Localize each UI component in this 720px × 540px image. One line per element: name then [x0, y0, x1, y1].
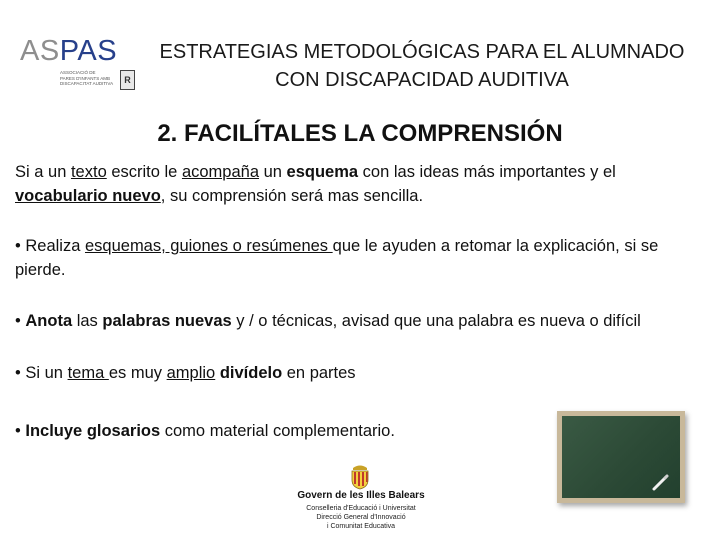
section-title: 2. FACILÍTALES LA COMPRENSIÓN: [157, 120, 563, 147]
slide-header-title: ESTRATEGIAS METODOLÓGICAS PARA EL ALUMNADO CON DISCAPACIDAD AUDITIVA: [159, 41, 685, 91]
aspas-logo-word: ASPAS: [20, 35, 118, 67]
aspas-logo-subtitle: ASSOCIACIÓ DE PARES D'INFANTS AMB DISCAPACITAT AUDITIVA: [60, 70, 114, 86]
chalk-icon: [651, 472, 671, 492]
coat-of-arms-icon: [345, 462, 375, 490]
registered-badge: R: [120, 70, 135, 90]
chalkboard-icon: [557, 411, 685, 503]
chalkboard-surface: [562, 416, 680, 498]
govern-logo: [290, 460, 432, 540]
govern-name: Govern de les Illes Balears: [297, 490, 425, 501]
intro-paragraph: Si a un texto escrito le acompaña un esquema con las ideas más importantes y el vocabulario nuevo, su comprensión será mas sencilla.: [15, 163, 616, 205]
bullet-glossaries: • Incluye glosarios como material complementario.: [15, 422, 395, 440]
bullet-divide-topic: • Si un tema es muy amplio divídelo en partes: [15, 364, 356, 382]
bullet-new-words: • Anota las palabras nuevas y / o técnicas, avisad que una palabra es nueva o difícil: [15, 312, 641, 330]
bullet-schemes: • Realiza esquemas, guiones o resúmenes que le ayuden a retomar la explicación, si se pierde.: [15, 237, 659, 279]
govern-department: Conselleria d'Educació i Universitat Direcció General d'Innovació i Comunitat Educativa: [306, 505, 416, 530]
aspas-logo: [20, 36, 136, 94]
